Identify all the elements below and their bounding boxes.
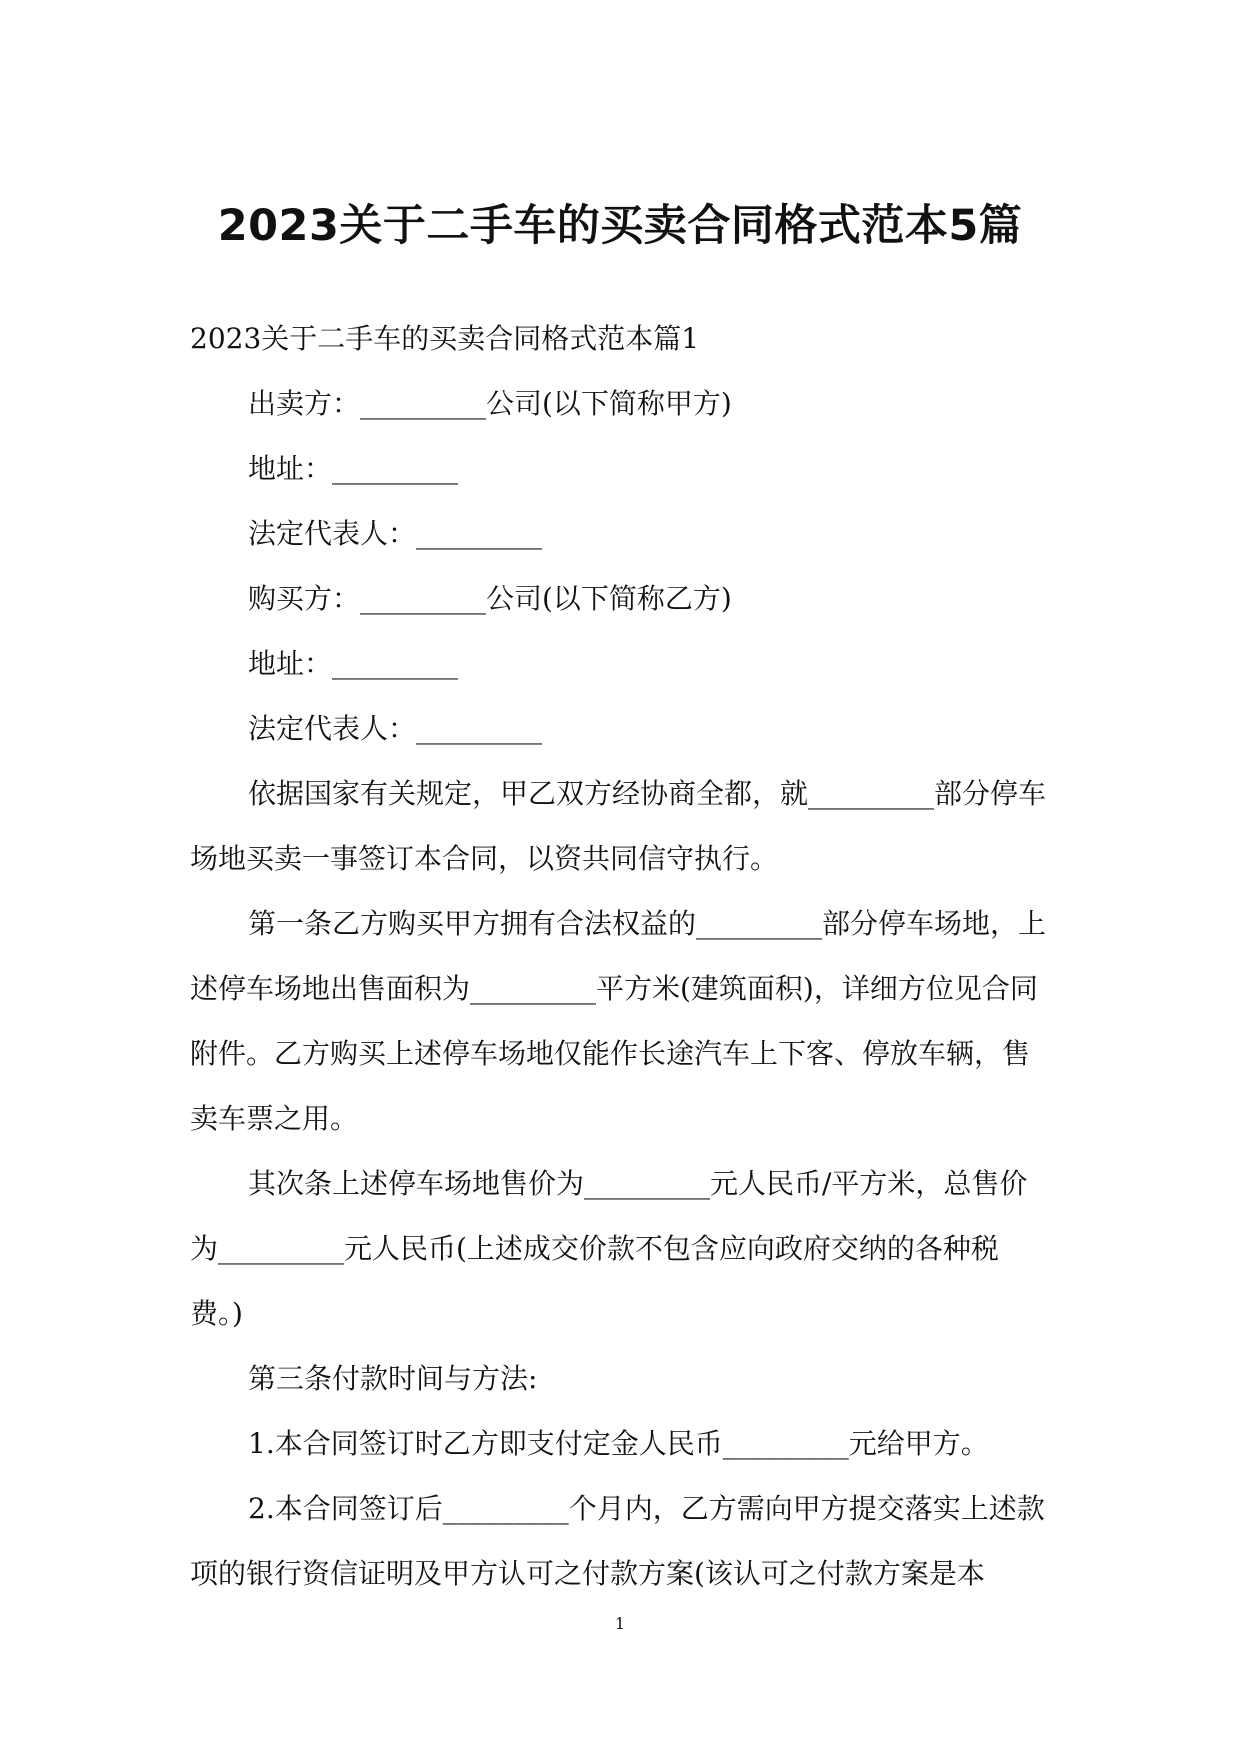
contract-preamble: 依据国家有关规定，甲乙双方经协商全都，就_________部分停车场地买卖一事签订本合同，以资共同信守执行。 [190,777,1047,875]
payment-item-2: 2.本合同签订后_________个月内，乙方需向甲方提交落实上述款项的银行资信证明及甲方认可之付款方案(该认可之付款方案是本 [190,1492,1045,1590]
buyer-address-line: 地址：_________ [248,647,459,680]
section-heading: 2023关于二手车的买卖合同格式范本篇1 [190,322,700,355]
buyer-line: 购买方：_________公司(以下简称乙方) [248,582,732,615]
seller-line: 出卖方：_________公司(以下简称甲方) [248,387,732,420]
buyer-representative-line: 法定代表人：_________ [248,712,543,745]
seller-representative-line: 法定代表人：_________ [248,517,543,550]
seller-address-line: 地址：_________ [248,452,459,485]
article-one: 第一条乙方购买甲方拥有合法权益的_________部分停车场地，上述停车场地出售面积为_________平方米(建筑面积)，详细方位见合同附件。乙方购买上述停车场地仅能作长途汽车上下客、停放车辆，售卖车票之用。 [190,907,1047,1135]
document-body [190,306,1050,1606]
article-three-heading: 第三条付款时间与方法: [248,1362,538,1395]
payment-item-1: 1.本合同签订时乙方即支付定金人民币_________元给甲方。 [248,1427,989,1460]
document-title: 2023关于二手车的买卖合同格式范本5篇 [217,201,1023,251]
page-number: 1 [614,1614,626,1633]
article-two: 其次条上述停车场地售价为_________元人民币/平方米，总售价为_________元人民币(上述成交价款不包含应向政府交纳的各种税费。) [190,1167,1028,1330]
